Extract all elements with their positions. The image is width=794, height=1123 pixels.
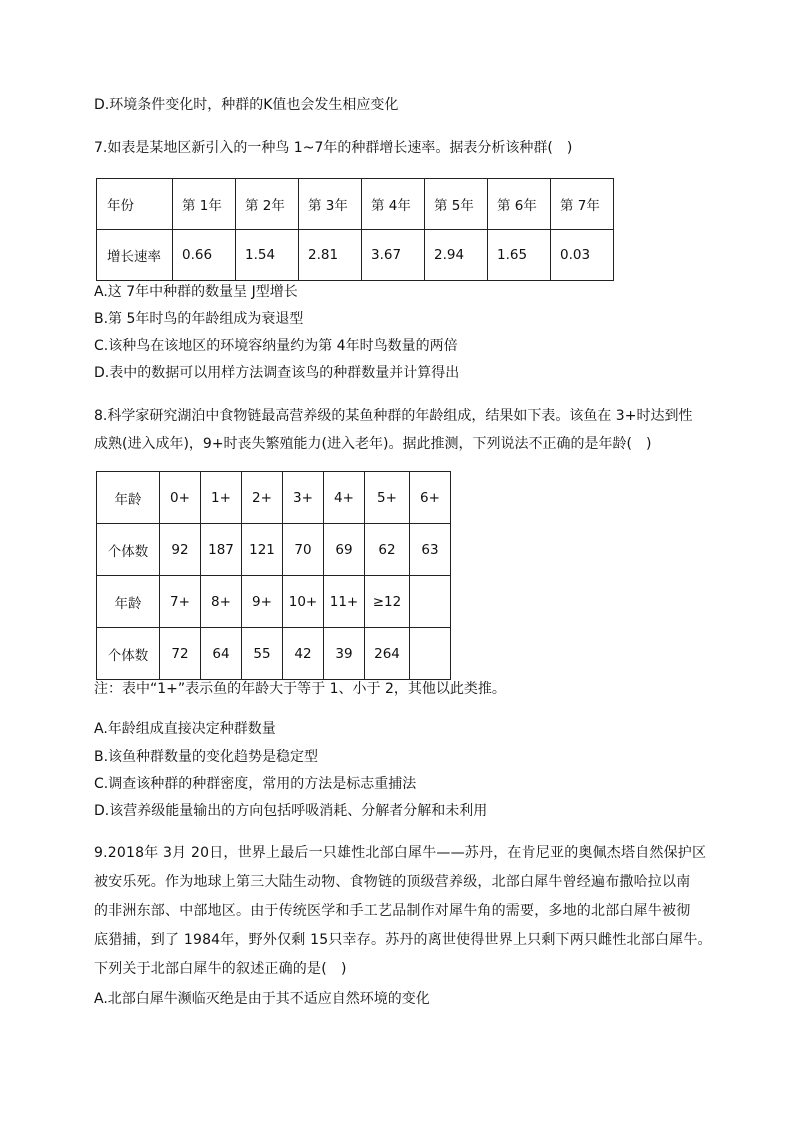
table-row (97, 230, 614, 281)
table-cell: 2.81 (299, 230, 362, 281)
table-cell: 42 (283, 628, 324, 680)
q8-note: 注：表中“1+”表示鱼的年龄大于等于 1、小于 2，其他以此类推。 (94, 681, 506, 697)
table-cell: 8+ (201, 576, 242, 628)
table-cell: 7+ (160, 576, 201, 628)
table-cell: 第 4年 (362, 179, 425, 230)
table-cell: 72 (160, 628, 201, 680)
table-cell: 2.94 (425, 230, 488, 281)
q7-growth-rate-table (96, 178, 614, 281)
q7-option-d: D.表中的数据可以用样方法调查该鸟的种群数量并计算得出 (94, 365, 460, 381)
table-row (97, 179, 614, 230)
table-row (97, 472, 451, 524)
table-cell: 6+ (410, 472, 451, 524)
q9-stem-line: 的非洲东部、中部地区。由于传统医学和手工艺品制作对犀牛角的需要，多地的北部白犀牛被彻 (94, 903, 691, 919)
q6-option-d: D.环境条件变化时，种群的K值也会发生相应变化 (94, 97, 399, 113)
q7-option-b: B.第 5年时鸟的年龄组成为衰退型 (94, 311, 304, 327)
table-cell: 92 (160, 524, 201, 576)
table-cell: 1+ (201, 472, 242, 524)
table-cell (410, 628, 451, 680)
table-cell: 第 6年 (488, 179, 551, 230)
q9-stem-line: 被安乐死。作为地球上第三大陆生动物、食物链的顶级营养级，北部白犀牛曾经遍布撒哈拉以南 (94, 874, 691, 890)
q9-stem-line: 下列关于北部白犀牛的叙述正确的是( ) (94, 961, 347, 977)
table-row (97, 628, 451, 680)
table-cell: 年龄 (97, 576, 160, 628)
table-cell: 个体数 (97, 628, 160, 680)
table-cell: 0.66 (173, 230, 236, 281)
q9-stem-line: 底猎捕，到了 1984年，野外仅剩 15只幸存。苏丹的离世使得世界上只剩下两只雌性北部白犀牛。 (94, 932, 712, 948)
q8-stem-line2: 成熟(进入成年)，9+时丧失繁殖能力(进入老年)。据此推测，下列说法不正确的是年龄( ) (94, 436, 652, 452)
table-cell: 第 7年 (551, 179, 614, 230)
q8-stem-line1: 8.科学家研究湖泊中食物链最高营养级的某鱼种群的年龄组成，结果如下表。该鱼在 3+时达到性 (94, 408, 693, 424)
table-row (97, 576, 451, 628)
table-cell: 3.67 (362, 230, 425, 281)
table-cell (410, 576, 451, 628)
q8-option-d: D.该营养级能量输出的方向包括呼吸消耗、分解者分解和未利用 (94, 803, 488, 819)
table-cell: 年份 (97, 179, 173, 230)
table-cell: 增长速率 (97, 230, 173, 281)
table-cell: 70 (283, 524, 324, 576)
q9-stem (94, 839, 714, 984)
table-cell: 0+ (160, 472, 201, 524)
table-cell: 121 (242, 524, 283, 576)
q8-option-c: C.调查该种群的种群密度，常用的方法是标志重捕法 (94, 776, 417, 792)
table-cell: 4+ (324, 472, 365, 524)
table-cell: 1.54 (236, 230, 299, 281)
table-cell: 9+ (242, 576, 283, 628)
table-cell: 69 (324, 524, 365, 576)
table-cell: 个体数 (97, 524, 160, 576)
table-cell: 10+ (283, 576, 324, 628)
table-cell: 3+ (283, 472, 324, 524)
table-cell: 第 5年 (425, 179, 488, 230)
q8-age-structure-table (96, 471, 451, 680)
table-cell: 2+ (242, 472, 283, 524)
q8-option-a: A.年龄组成直接决定种群数量 (94, 721, 276, 737)
table-cell: 187 (201, 524, 242, 576)
table-cell: 0.03 (551, 230, 614, 281)
table-cell: 第 1年 (173, 179, 236, 230)
table-cell: ≥12 (365, 576, 410, 628)
table-cell: 63 (410, 524, 451, 576)
q7-option-a: A.这 7年中种群的数量呈 J型增长 (94, 284, 298, 300)
table-cell: 年龄 (97, 472, 160, 524)
table-row (97, 524, 451, 576)
table-cell: 64 (201, 628, 242, 680)
table-cell: 39 (324, 628, 365, 680)
q8-option-b: B.该鱼种群数量的变化趋势是稳定型 (94, 749, 319, 765)
table-cell: 264 (365, 628, 410, 680)
table-cell: 11+ (324, 576, 365, 628)
q7-option-c: C.该种鸟在该地区的环境容纳量约为第 4年时鸟数量的两倍 (94, 338, 458, 354)
q7-stem: 7.如表是某地区新引入的一种鸟 1~7年的种群增长速率。据表分析该种群( ) (94, 140, 573, 156)
q9-stem-line: 9.2018年 3月 20日，世界上最后一只雄性北部白犀牛——苏丹，在肯尼亚的奥佩杰塔自然保护区 (94, 845, 707, 861)
q9-option-a: A.北部白犀牛濒临灭绝是由于其不适应自然环境的变化 (94, 991, 430, 1007)
table-cell: 62 (365, 524, 410, 576)
table-cell: 第 2年 (236, 179, 299, 230)
table-cell: 55 (242, 628, 283, 680)
table-cell: 5+ (365, 472, 410, 524)
table-cell: 第 3年 (299, 179, 362, 230)
table-cell: 1.65 (488, 230, 551, 281)
